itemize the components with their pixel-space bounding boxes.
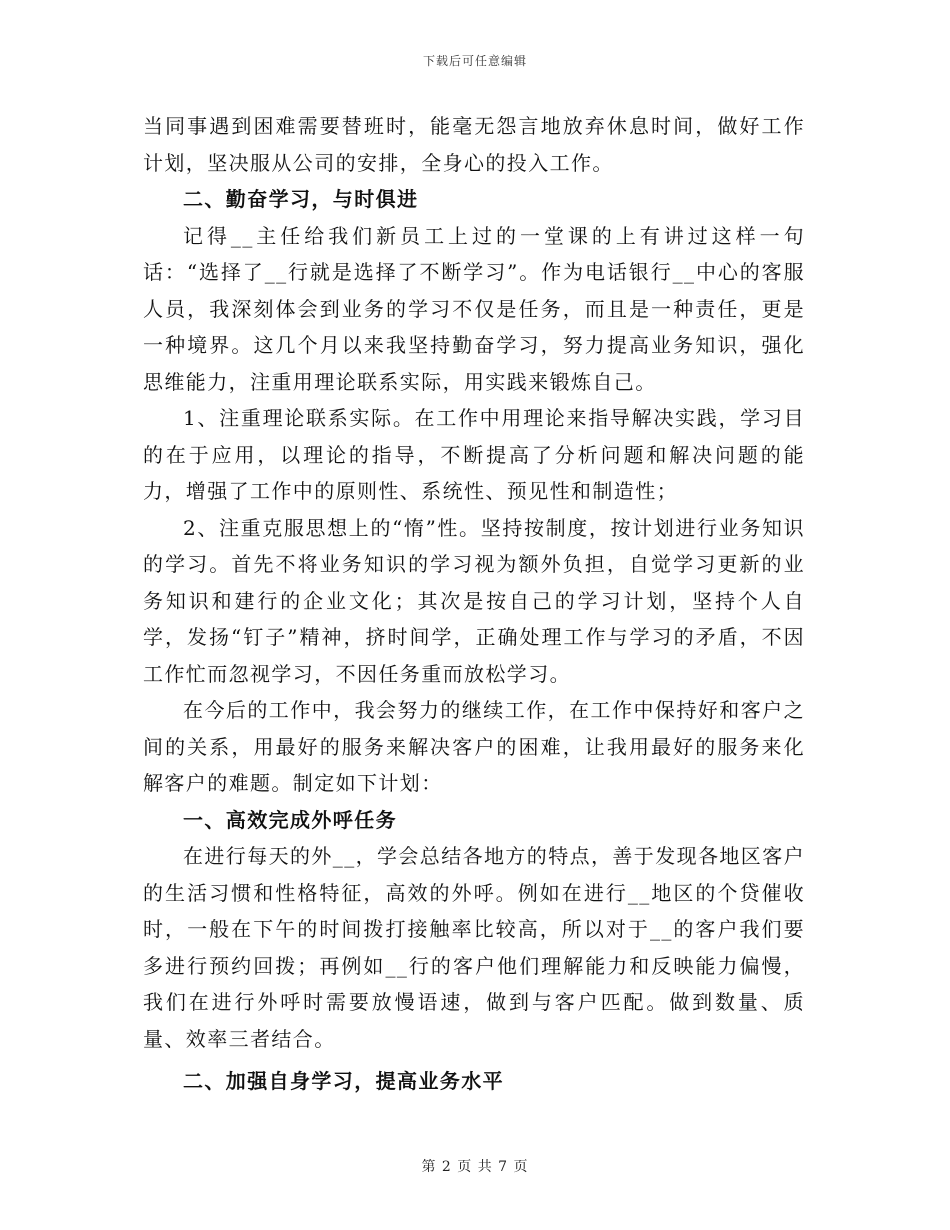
paragraph-future-plan: 在今后的工作中，我会努力的继续工作，在工作中保持好和客户之间的关系，用最好的服务来解决客户的困难，让我用最好的服务来化解客户的难题。制定如下计划： (143, 698, 805, 795)
page-header: 下载后可任意编辑 (422, 54, 527, 68)
paragraph-outbound-calls: 在进行每天的外__，学会总结各地方的特点，善于发现各地区客户的生活习惯和性格特征，高效的外呼。例如在进行__地区的个贷催收时，一般在下午的时间拨打接触率比较高，所以对于__的客户我们要多进行预约回拨；再例如__行的客户他们理解能力和反映能力偏慢，我们在进行外呼时需要放慢语速，做到与客户匹配。做到数量、质量、效率三者结合。 (143, 844, 805, 1051)
section-heading-outbound: 一、高效完成外呼任务 (183, 807, 397, 832)
page-number: 第 2 页 共 7 页 (421, 1159, 529, 1175)
paragraph-theory-practice: 1、注重理论联系实际。在工作中用理论来指导解决实践，学习目的在于应用，以理论的指导，不断提高了分析问题和解决问题的能力，增强了工作中的原则性、系统性、预见性和制造性； (143, 406, 805, 503)
paragraph-overcome-laziness: 2、注重克服思想上的“惰”性。坚持按制度，按计划进行业务知识的学习。首先不将业务知识的学习视为额外负担，自觉学习更新的业务知识和建行的企业文化；其次是按自己的学习计划，坚持个人自学，发扬“钉子”精神，挤时间学，正确处理工作与学习的矛盾，不因工作忙而忽视学习，不因任务重而放松学习。 (143, 515, 805, 686)
paragraph-study-intro: 记得__主任给我们新员工上过的一堂课的上有讲过这样一句话：“选择了__行就是选择了不断学习”。作为电话银行__中心的客服人员，我深刻体会到业务的学习不仅是任务，而且是一种责任，更是一种境界。这几个月以来我坚持勤奋学习，努力提高业务知识，强化思维能力，注重用理论联系实际，用实践来锻炼自己。 (143, 223, 805, 394)
paragraph-continuation: 当同事遇到困难需要替班时，能毫无怨言地放弃休息时间，做好工作计划，坚决服从公司的安排，全身心的投入工作。 (143, 114, 805, 175)
section-heading-study: 二、勤奋学习，与时俱进 (183, 187, 419, 211)
section-heading-self-learning: 二、加强自身学习，提高业务水平 (183, 1069, 504, 1093)
document-body (143, 108, 805, 1100)
